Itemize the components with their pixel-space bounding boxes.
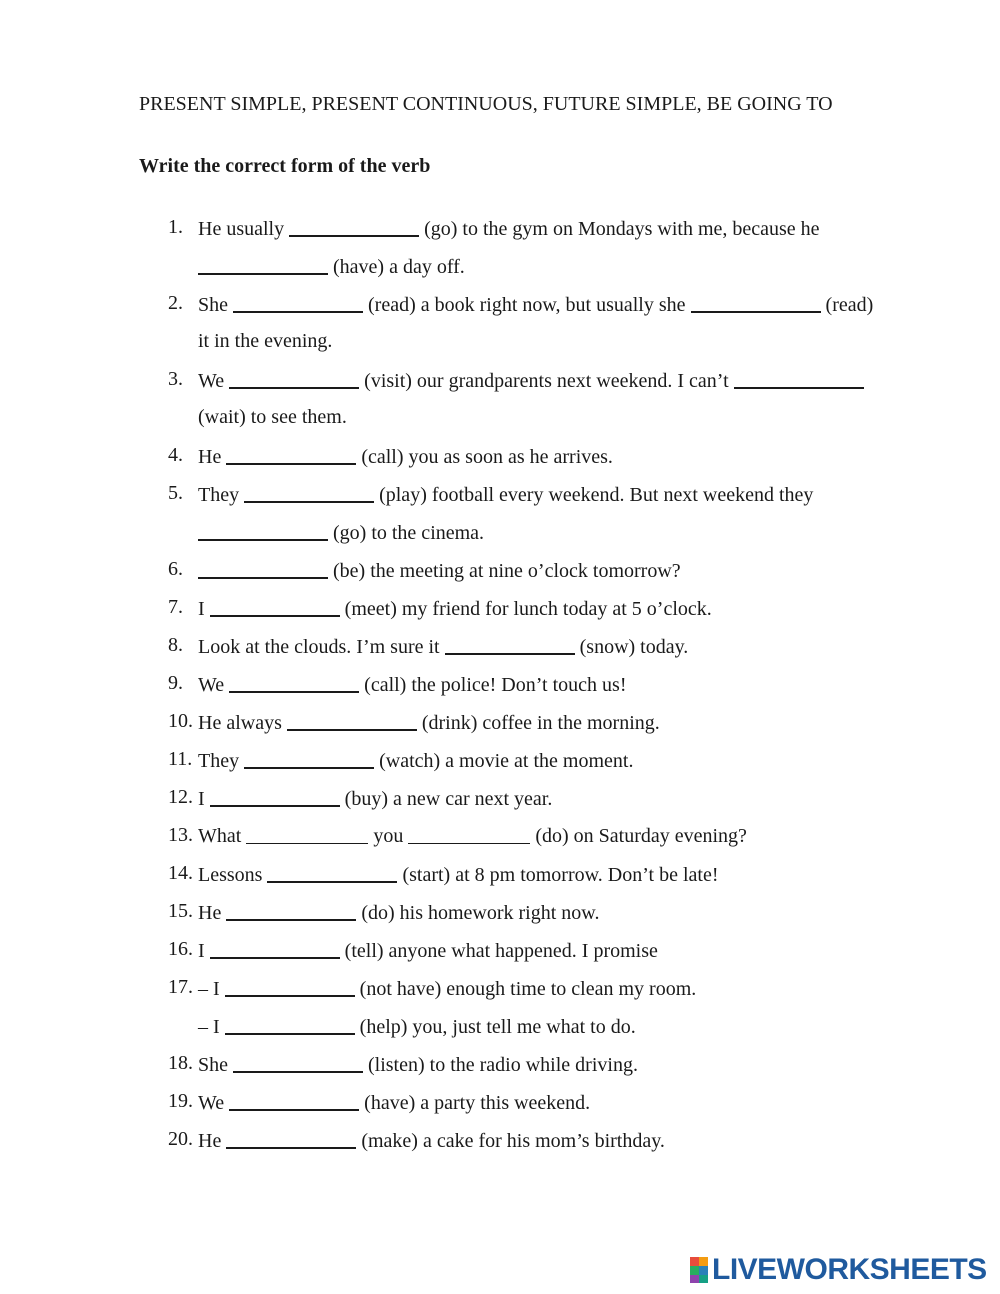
exercise-text: – I <box>198 1016 225 1038</box>
exercise-text: (have) a day off. <box>328 256 465 278</box>
exercise-text: (watch) a movie at the moment. <box>374 750 634 772</box>
exercise-text: He usually <box>198 218 290 240</box>
exercise-text: (meet) my friend for lunch today at 5 o’clock. <box>339 598 712 620</box>
logo-mark-cell <box>690 1275 699 1283</box>
answer-blank[interactable] <box>246 823 368 844</box>
answer-blank[interactable] <box>244 747 374 769</box>
exercise-text: (start) at 8 pm tomorrow. Don’t be late! <box>397 864 719 886</box>
exercise-number: 2. <box>168 292 183 314</box>
exercise-text: it in the evening. <box>198 330 333 352</box>
exercise-number: 18. <box>168 1052 193 1074</box>
exercise-line <box>198 253 465 279</box>
answer-blank[interactable] <box>226 899 356 921</box>
answer-blank[interactable] <box>210 937 340 959</box>
exercise-number: 7. <box>168 596 183 618</box>
exercise-number: 13. <box>168 824 193 846</box>
logo-mark-cell <box>690 1257 699 1266</box>
exercise-number: 16. <box>168 938 193 960</box>
exercise-line <box>198 709 660 735</box>
liveworksheets-logo-icon <box>690 1257 708 1283</box>
answer-blank[interactable] <box>198 253 328 275</box>
exercise-text: (do) his homework right now. <box>356 902 600 924</box>
answer-blank[interactable] <box>226 1127 356 1149</box>
exercise-text: He <box>198 1130 227 1152</box>
exercise-line <box>198 1051 638 1077</box>
exercise-text: (read) a book right now, but usually she <box>363 294 691 316</box>
exercise-text: (play) football every weekend. But next weekend they <box>374 484 814 506</box>
exercise-text: (make) a cake for his mom’s birthday. <box>356 1130 665 1152</box>
answer-blank[interactable] <box>445 633 575 655</box>
exercise-text: (not have) enough time to clean my room. <box>354 978 697 1000</box>
answer-blank[interactable] <box>233 291 363 313</box>
exercise-text: (snow) today. <box>574 636 689 658</box>
answer-blank[interactable] <box>210 785 340 807</box>
answer-blank[interactable] <box>198 557 328 579</box>
answer-blank[interactable] <box>225 1013 355 1035</box>
answer-blank[interactable] <box>267 861 397 883</box>
exercise-text: She <box>198 294 233 316</box>
exercise-line <box>198 823 747 848</box>
logo-mark-cell <box>699 1275 708 1283</box>
logo-mark-cell <box>699 1257 708 1266</box>
exercise-number: 1. <box>168 216 183 238</box>
exercise-text: I <box>198 788 210 810</box>
exercise-text: (have) a party this weekend. <box>359 1092 591 1114</box>
exercise-line <box>198 1013 636 1039</box>
exercise-line <box>198 595 712 621</box>
exercise-number: 8. <box>168 634 183 656</box>
answer-blank[interactable] <box>229 367 359 389</box>
exercise-text: He always <box>198 712 287 734</box>
exercise-number: 10. <box>168 710 193 732</box>
exercise-number: 6. <box>168 558 183 580</box>
exercise-line <box>198 937 658 963</box>
exercise-text: We <box>198 370 230 392</box>
exercise-text: What <box>198 825 247 847</box>
answer-blank[interactable] <box>229 1089 359 1111</box>
exercise-text: They <box>198 484 245 506</box>
exercise-number: 4. <box>168 444 183 466</box>
exercise-text: (drink) coffee in the morning. <box>416 712 660 734</box>
exercise-number: 9. <box>168 672 183 694</box>
exercise-text: (listen) to the radio while driving. <box>363 1054 638 1076</box>
exercise-text: (do) on Saturday evening? <box>530 825 747 847</box>
answer-blank[interactable] <box>210 595 340 617</box>
exercise-text: They <box>198 750 245 772</box>
exercise-text: (visit) our grandparents next weekend. I can’t <box>359 370 734 392</box>
exercise-text: He <box>198 902 227 924</box>
exercise-line <box>198 443 613 469</box>
exercise-line <box>198 747 633 773</box>
exercise-line <box>198 481 813 507</box>
exercise-number: 5. <box>168 482 183 504</box>
exercise-line <box>198 1127 665 1153</box>
exercise-text: – I <box>198 978 225 1000</box>
exercise-line <box>198 557 681 583</box>
exercise-line <box>198 1089 590 1115</box>
answer-blank[interactable] <box>408 823 530 844</box>
exercise-text: (tell) anyone what happened. I promise <box>339 940 658 962</box>
exercise-number: 14. <box>168 862 193 884</box>
exercise-text: She <box>198 1054 233 1076</box>
exercise-text: Lessons <box>198 864 268 886</box>
exercise-line <box>198 329 332 353</box>
exercise-text: (wait) to see them. <box>198 406 347 428</box>
exercise-text: (read) <box>820 294 874 316</box>
exercise-number: 17. <box>168 976 193 998</box>
exercise-text: (buy) a new car next year. <box>339 788 553 810</box>
exercise-number: 15. <box>168 900 193 922</box>
exercise-number: 20. <box>168 1128 193 1150</box>
logo-mark-cell <box>699 1266 708 1275</box>
exercise-text: We <box>198 1092 230 1114</box>
exercise-text: Look at the clouds. I’m sure it <box>198 636 445 658</box>
exercise-text: We <box>198 674 230 696</box>
exercise-line <box>198 671 626 697</box>
exercise-number: 19. <box>168 1090 193 1112</box>
logo-text: LIVEWORKSHEETS <box>712 1253 987 1286</box>
logo-mark-cell <box>690 1266 699 1275</box>
exercise-text: (be) the meeting at nine o’clock tomorrow? <box>328 560 681 582</box>
worksheet-title: PRESENT SIMPLE, PRESENT CONTINUOUS, FUTURE SIMPLE, BE GOING TO <box>139 93 833 115</box>
exercise-number: 11. <box>168 748 193 770</box>
answer-blank[interactable] <box>734 367 864 389</box>
exercise-number: 3. <box>168 368 183 390</box>
answer-blank[interactable] <box>289 215 419 237</box>
exercise-text: (go) to the gym on Mondays with me, because he <box>419 218 820 240</box>
exercise-line <box>198 405 347 429</box>
exercise-text: I <box>198 598 210 620</box>
liveworksheets-logo <box>690 1255 987 1285</box>
answer-blank[interactable] <box>233 1051 363 1073</box>
exercise-text: (help) you, just tell me what to do. <box>354 1016 636 1038</box>
exercise-line <box>198 785 552 811</box>
exercise-text: (call) you as soon as he arrives. <box>356 446 613 468</box>
exercise-line <box>198 291 873 317</box>
exercise-line <box>198 519 484 545</box>
exercise-text: (call) the police! Don’t touch us! <box>359 674 627 696</box>
exercise-text: He <box>198 446 227 468</box>
answer-blank[interactable] <box>226 443 356 465</box>
exercise-text: you <box>368 825 409 847</box>
exercise-line <box>198 215 820 241</box>
exercise-line <box>198 975 696 1001</box>
exercise-line <box>198 367 864 393</box>
exercise-line <box>198 861 718 887</box>
exercise-line <box>198 899 599 925</box>
answer-blank[interactable] <box>198 519 328 541</box>
answer-blank[interactable] <box>287 709 417 731</box>
exercise-number: 12. <box>168 786 193 808</box>
instruction-heading: Write the correct form of the verb <box>139 155 431 177</box>
answer-blank[interactable] <box>244 481 374 503</box>
exercise-line <box>198 633 688 659</box>
answer-blank[interactable] <box>229 671 359 693</box>
answer-blank[interactable] <box>691 291 821 313</box>
exercise-text: I <box>198 940 210 962</box>
answer-blank[interactable] <box>225 975 355 997</box>
exercise-text: (go) to the cinema. <box>328 522 485 544</box>
